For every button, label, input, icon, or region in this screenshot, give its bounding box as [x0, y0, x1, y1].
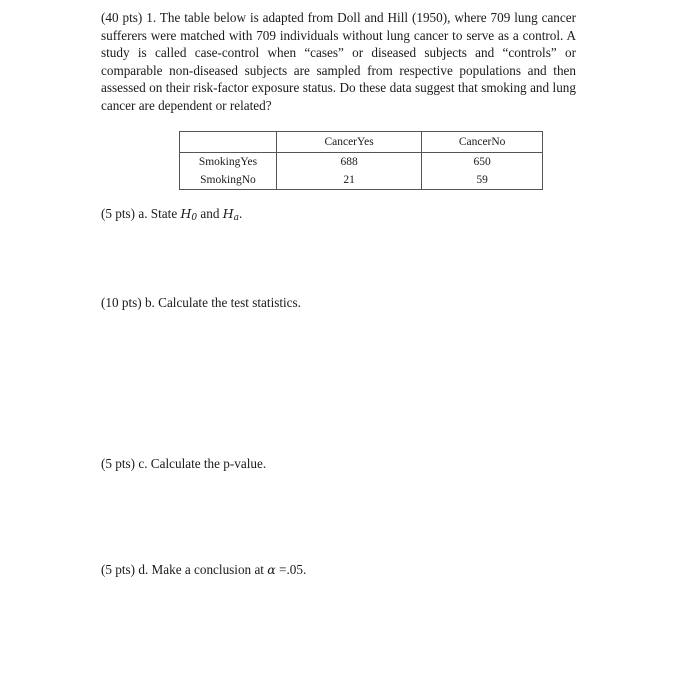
question-c: (5 pts) c. Calculate the p-value. — [101, 456, 267, 471]
cell-smoking-no-cancer-yes: 21 — [276, 171, 421, 190]
null-hypothesis-symbol: $H_0$ — [180, 206, 198, 223]
question-d-prefix: (5 pts) d. Make a conclusion at — [101, 562, 264, 577]
problem-intro: (40 pts) 1. The table below is adapted from Doll and Hill (1950), where 709 lung cancer sufferers were matched with 709 individuals without lung cancer to serve as a control. A study is called case-control when “cases” or diseased subjects and “controls” or comparable non-diseased subjects are sampled from respective populations and then assessed on their risk-factor exposure status. Do these data suggest that smoking and lung cancer are dependent or related? — [101, 10, 576, 113]
equals-sign: = — [279, 562, 287, 577]
question-d — [101, 561, 306, 578]
alt-hypothesis-symbol: $H_a$ — [222, 206, 240, 223]
row-label-smoking-yes: SmokingYes — [180, 153, 277, 172]
table-header-cancer-yes: CancerYes — [276, 132, 421, 153]
question-a-suffix: . — [239, 206, 243, 221]
table-row — [180, 171, 543, 190]
question-a-prefix: (5 pts) a. State — [101, 206, 178, 221]
cell-smoking-yes-cancer-yes: 688 — [276, 153, 421, 172]
question-a-and: and — [200, 206, 220, 221]
row-label-smoking-no: SmokingNo — [180, 171, 277, 190]
table-row — [180, 153, 543, 172]
table-header-corner — [180, 132, 277, 153]
cell-smoking-no-cancer-no: 59 — [422, 171, 543, 190]
table-header-row — [180, 132, 543, 153]
alpha-symbol: α — [267, 562, 276, 577]
question-b: (10 pts) b. Calculate the test statistics. — [101, 295, 301, 310]
alpha-value: .05. — [286, 562, 307, 577]
table-header-cancer-no: CancerNo — [422, 132, 543, 153]
cell-smoking-yes-cancer-no: 650 — [422, 153, 543, 172]
question-a — [101, 205, 242, 227]
contingency-table — [179, 131, 543, 190]
